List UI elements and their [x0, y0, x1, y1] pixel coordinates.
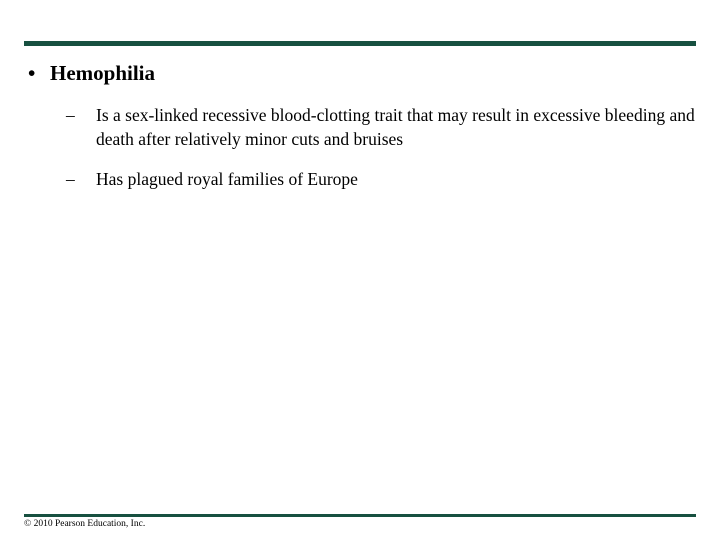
dash-icon: –	[66, 169, 75, 189]
copyright-footer: © 2010 Pearson Education, Inc.	[24, 519, 146, 529]
heading-bullet	[28, 60, 155, 86]
sub-point-1	[66, 103, 696, 151]
dash-icon: –	[66, 105, 75, 125]
bullet-icon: •	[28, 61, 36, 85]
heading-text: Hemophilia	[50, 61, 156, 85]
sub-point-text: Is a sex-linked recessive blood-clotting trait that may result in excessive bleeding and death after relatively minor cuts and bruises	[96, 105, 695, 149]
bottom-rule	[24, 514, 696, 517]
sub-point-text: Has plagued royal families of Europe	[96, 169, 358, 189]
sub-point-2	[66, 167, 696, 191]
top-rule	[24, 41, 696, 46]
